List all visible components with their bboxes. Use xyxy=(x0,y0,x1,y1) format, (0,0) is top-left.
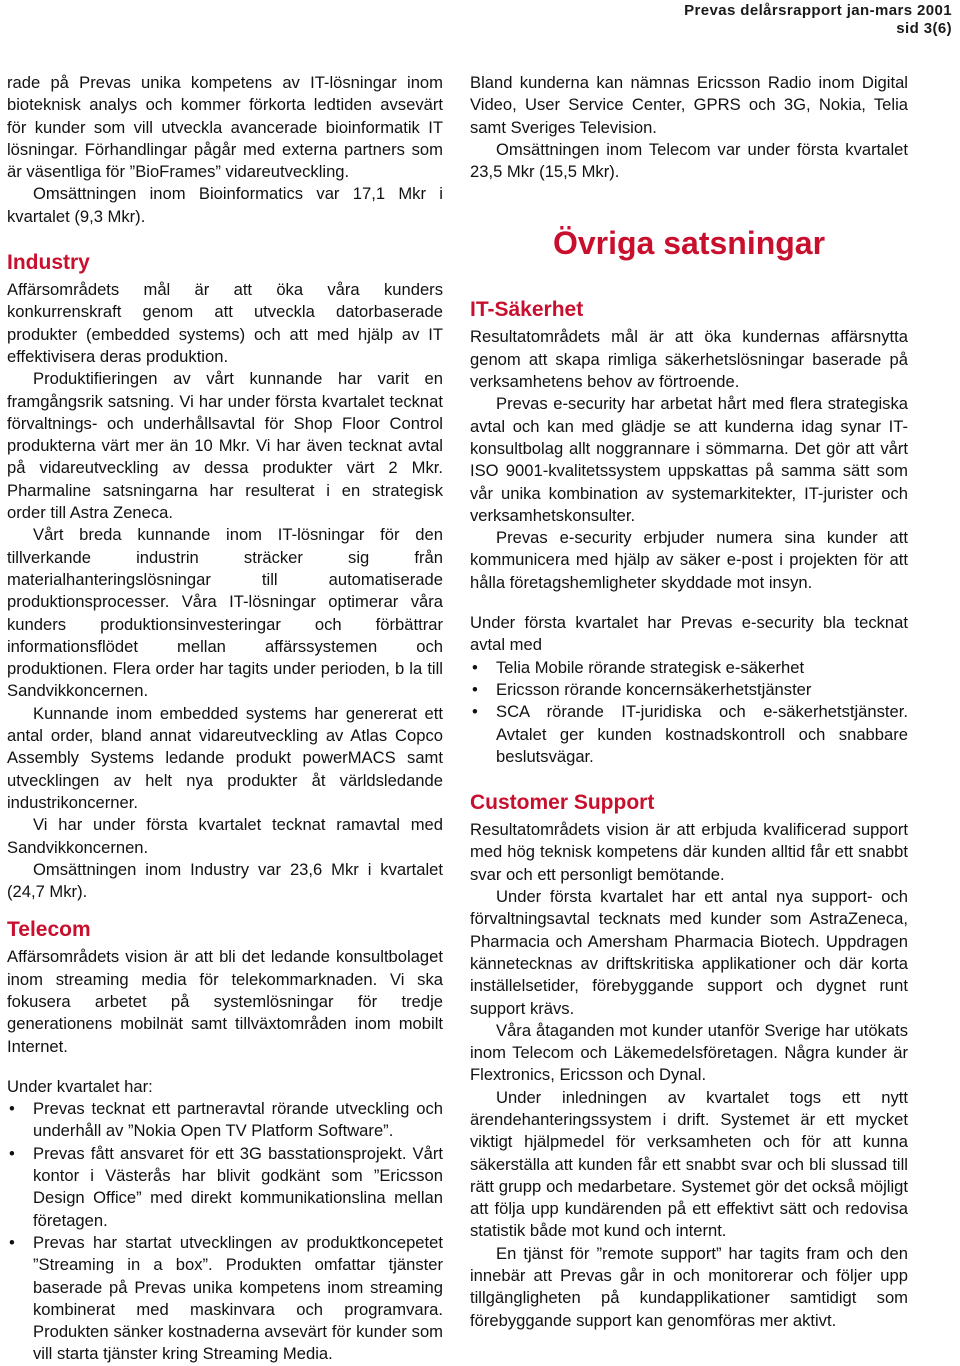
industry-paragraph: Vi har under första kvartalet tecknat ramavtal med Sandvikkoncernen. xyxy=(7,815,443,857)
security-paragraph: Prevas e-security har arbetat hårt med flera strategiska avtal och kan med glädje se att kunderna idag synar IT-konsultbolag allt noggrannare i sömmarna. Det gör att vårt ISO 9001-kvalitetssystem uppskattas på samma sätt som vår unika kombination av systemarkitekter, IT-jurister och verksamhetskonsulter. xyxy=(470,394,908,525)
industry-paragraph: Produktifieringen av vårt kunnande har varit en framgångsrik satsning. Vi har under första kvartalet tecknat förvaltnings- och underhållsavtal för Shop Floor Control produkterna värt mer än 10 Mkr. Vi har även tecknat avtal på vidareutveckling av dessa produkter värt 2 Mkr. Pharmaline satsningarna har resulterat i en strategisk order till Astra Zeneca. xyxy=(7,369,443,523)
report-title: Prevas delårsrapport jan-mars 2001 xyxy=(684,2,952,19)
support-paragraph: En tjänst för ”remote support” har tagits fram och den innebär att Prevas går in och monitorerar och följer upp tillgängligheten på kundapplikationer samtidigt som förebyggande support kan genomföras mer aktivt. xyxy=(470,1243,908,1330)
page-number: sid 3(6) xyxy=(896,20,952,37)
telecom-customers-paragraph: Bland kunderna kan nämnas Ericsson Radio inom Digital Video, User Service Center, GPRS och 3G, Nokia, Telia samt Sveriges Television. xyxy=(470,73,908,137)
security-paragraph: Resultatområdets mål är att öka kundernas affärsnytta genom att skapa rimliga säkerhetslösningar baserade på verksamhetens behov av förtroende. xyxy=(470,327,908,392)
support-paragraph: Våra åtaganden mot kunder utanför Sverige har utökats inom Telecom och Läkemedelsföretagen. Några kunder är Flextronics, Ericsson och Dynal. xyxy=(470,1020,908,1085)
telecom-list-intro: Under kvartalet har: xyxy=(7,1076,153,1096)
left-column xyxy=(7,72,443,1366)
telecom-list xyxy=(7,1098,443,1366)
list-item: • Prevas har startat utvecklingen av produktkoncepetet ”Streaming in a box”. Produkten omfattar tjänster baserade på Prevas unika kompetens inom streaming kombinerat med maskinvara och programvara. Produkten sänker kostnaderna avsevärt för kunder som vill starta tjänster kring Streaming Media. xyxy=(7,1232,443,1366)
support-paragraph: Under första kvartalet har ett antal nya support- och förvaltningsavtal tecknats med kunder som AstraZeneca, Pharmacia och Amersham Pharmacia Biotech. Uppdragen kännetecknas av driftskritiska applikationer och där korta inställelsetider, förebyggande support och dygnet runt support krävs. xyxy=(470,887,908,1018)
industry-heading: Industry xyxy=(7,251,90,275)
industry-paragraph: Affärsområdets mål är att öka våra kunders konkurrenskraft genom att utveckla datorbaserade produkter (embedded systems) och att med hjälp av IT effektivisera deras produktion. xyxy=(7,280,443,366)
support-paragraph: Resultatområdets vision är att erbjuda kvalificerad support med hög teknisk kompetens där kunden alltid får ett snabbt svar och ett personligt bemötande. xyxy=(470,820,908,884)
list-item: • Prevas tecknat ett partneravtal rörande utveckling och underhåll av ”Nokia Open TV Platform Software”. xyxy=(7,1098,443,1143)
industry-paragraph: Vårt breda kunnande inom IT-lösningar för den tillverkande industrin sträcker sig från materialhanteringslösningar till automatiserade produktionsprocesser. Våra IT-lösningar optimerar våra kunders produktionsinvesteringar och förbättrar informationsflödet mellan affärssystemen och produktionen. Flera order har tagits under perioden, b la till Sandvikkoncernen. xyxy=(7,525,443,701)
security-list xyxy=(470,657,908,768)
page-header xyxy=(684,2,952,38)
list-item: • Telia Mobile rörande strategisk e-säkerhet xyxy=(470,657,908,679)
list-item: • SCA rörande IT-juridiska och e-säkerhetstjänster. Avtalet ger kunden kostnadskontroll och snabbare beslutsvägar. xyxy=(470,701,908,768)
industry-revenue-paragraph: Omsättningen inom Industry var 23,6 Mkr i kvartalet (24,7 Mkr). xyxy=(7,859,443,902)
list-item: • Prevas fått ansvaret för ett 3G basstationsprojekt. Vårt kontor i Västerås har blivit godkänt som ”Ericsson Design Office” med direkt kommunikationslina mellan företagen. xyxy=(7,1143,443,1232)
telecom-paragraph: Affärsområdets vision är att bli det ledande konsultbolaget inom streaming media för telekommarknaden. Vi ska fokusera arbetet på systemlösningar för tredje generationens mobilnät samt tillväxtområden inom mobilt Internet. xyxy=(7,947,443,1056)
security-heading: IT-Säkerhet xyxy=(470,298,584,322)
industry-paragraph: Kunnande inom embedded systems har genererat ett antal order, bland annat vidareutveckling av Atlas Copco Assembly Systems ledande produkt powerMACS samt utvecklingen av helt nya produkter åt världsledande industrikoncerner. xyxy=(7,703,443,812)
support-paragraph: Under inledningen av kvartalet togs ett nytt ärendehanteringssystem i drift. Systemet är ett mycket viktigt hjälpmedel för verksamheten och för att kunna säkerställa att kunden får ett snabbt svar och bli slussad till rätt grupp och medarbetare. Systemet gör det också möjligt att följa upp kundärenden på ett effektivt sätt och redovisa statistik både mot kund och internt. xyxy=(470,1087,908,1241)
customer-support-heading: Customer Support xyxy=(470,791,655,815)
bioinformatics-revenue-paragraph: Omsättningen inom Bioinformatics var 17,1 Mkr i kvartalet (9,3 Mkr). xyxy=(7,184,443,226)
section-title: Övriga satsningar xyxy=(552,225,826,262)
security-paragraph: Prevas e-security erbjuder numera sina kunder att kommunicera med hjälp av säker e-post i projekten för att hålla företagshemligheter skyddade mot insyn. xyxy=(470,528,908,592)
telecom-revenue-paragraph: Omsättningen inom Telecom var under första kvartalet 23,5 Mkr (15,5 Mkr). xyxy=(470,139,908,182)
right-column xyxy=(470,72,908,1332)
bioinformatics-intro-paragraph: rade på Prevas unika kompetens av IT-lösningar inom bioteknisk analys och kommer förkorta ledtiden avsevärt för kunder som vill utveckla avancerade bioinformatik IT lösningar. Förhandlingar pågår med externa partners som är väsentliga för ”BioFrames” vidareutveckling. xyxy=(7,73,443,182)
security-list-intro: Under första kvartalet har Prevas e-security bla tecknat avtal med xyxy=(470,613,908,655)
list-item: • Ericsson rörande koncernsäkerhetstjänster xyxy=(470,679,908,701)
telecom-heading: Telecom xyxy=(7,918,91,942)
